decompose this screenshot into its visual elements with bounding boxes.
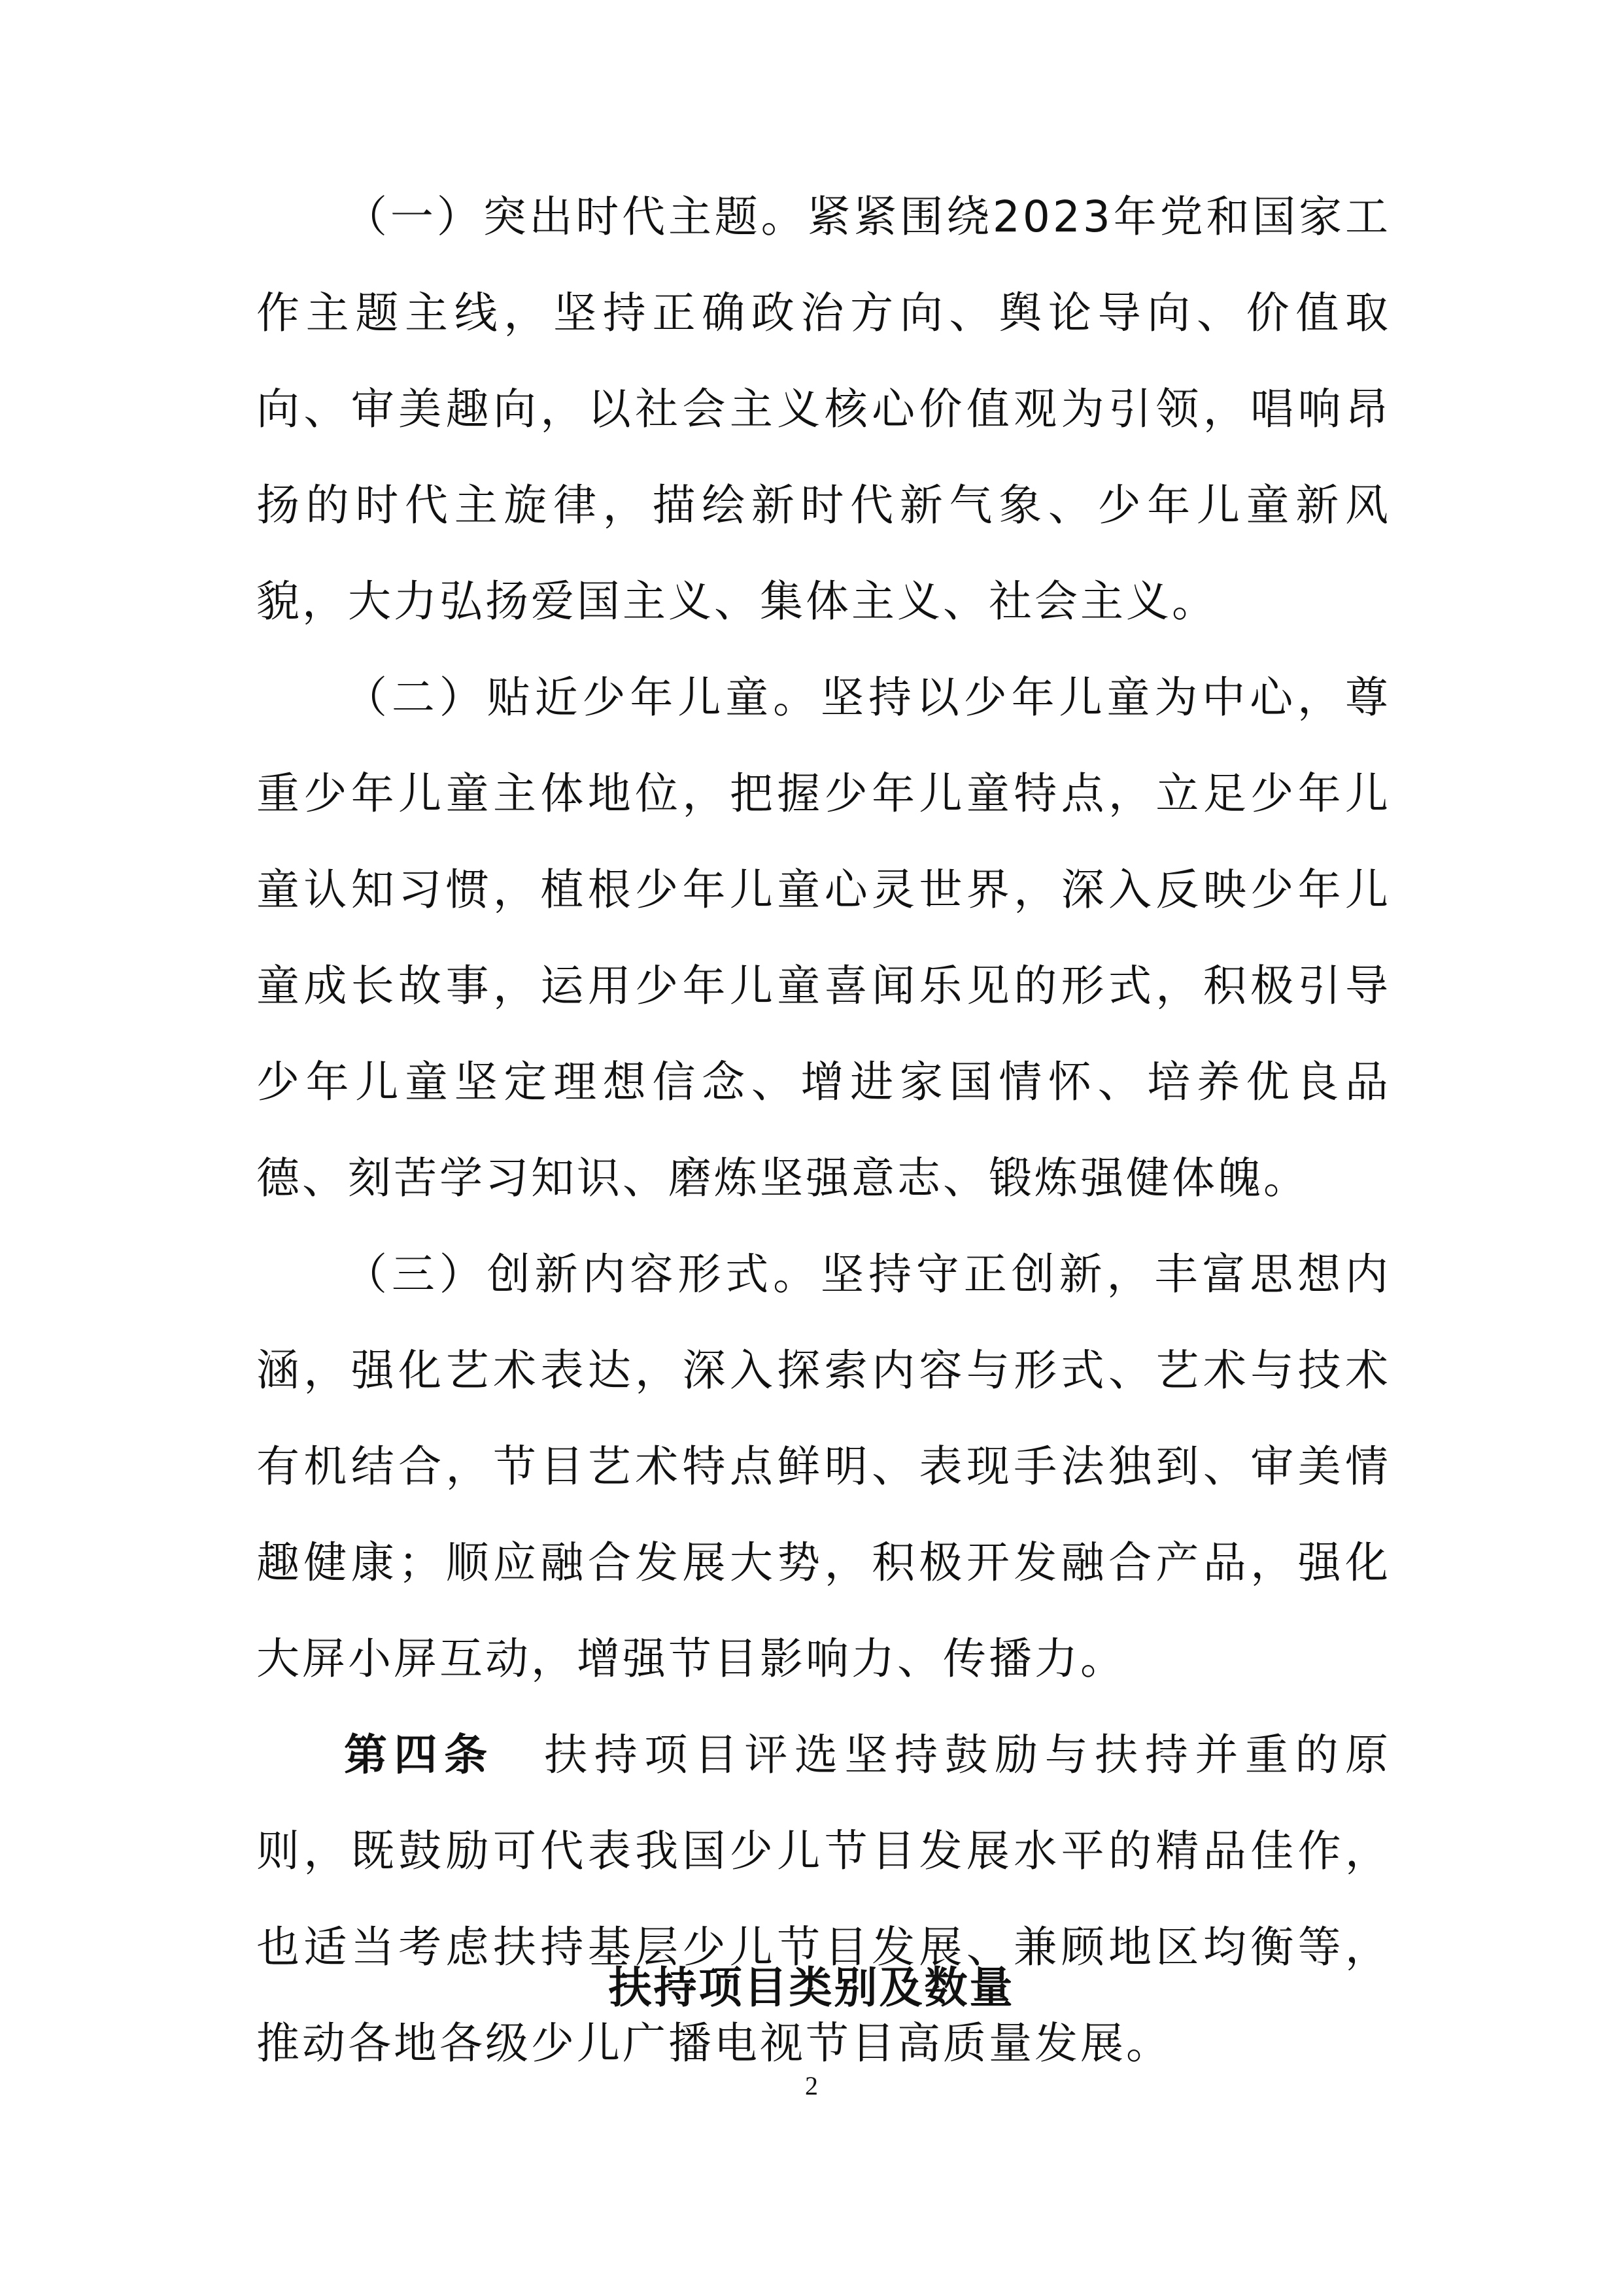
paragraph-article-4: [256, 1707, 1391, 2091]
page-number: 2: [805, 2071, 818, 2100]
paragraph-innovate-content-form: （三）创新内容形式。坚持守正创新，丰富思想内涵，强化艺术表达，深入探索内容与形式、艺术与技术有机结合，节目艺术特点鲜明、表现手法独到、审美情趣健康；顺应融合发展大势，积极开发融合产品，强化大屏小屏互动，增强节目影响力、传播力。: [256, 1249, 1391, 1684]
article-4-label: 第四条: [344, 1730, 494, 1780]
paragraph-close-to-children: （二）贴近少年儿童。坚持以少年儿童为中心，尊重少年儿童主体地位，把握少年儿童特点，立足少年儿童认知习惯，植根少年儿童心灵世界，深入反映少年儿童成长故事，运用少年儿童喜闻乐见的形式，积极引导少年儿童坚定理想信念、增进家国情怀、培养优良品德、刻苦学习知识、磨炼坚强意志、锻炼强健体魄。: [256, 672, 1391, 1203]
document-body: [256, 169, 1391, 2091]
paragraph-highlight-era-theme: （一）突出时代主题。紧紧围绕2023年党和国家工作主题主线，坚持正确政治方向、舆论导向、价值取向、审美趣向，以社会主义核心价值观为引领，唱响昂扬的时代主旋律，描绘新时代新气象、少年儿童新风貌，大力弘扬爱国主义、集体主义、社会主义。: [256, 192, 1391, 626]
article-4-text: 扶持项目评选坚持鼓励与扶持并重的原则，既鼓励可代表我国少儿节目发展水平的精品佳作，也适当考虑扶持基层少儿节目发展、兼顾地区均衡等，推动各地各级少儿广播电视节目高质量发展。: [256, 1730, 1392, 2068]
section-heading: 扶持项目类别及数量: [608, 1962, 1015, 2013]
